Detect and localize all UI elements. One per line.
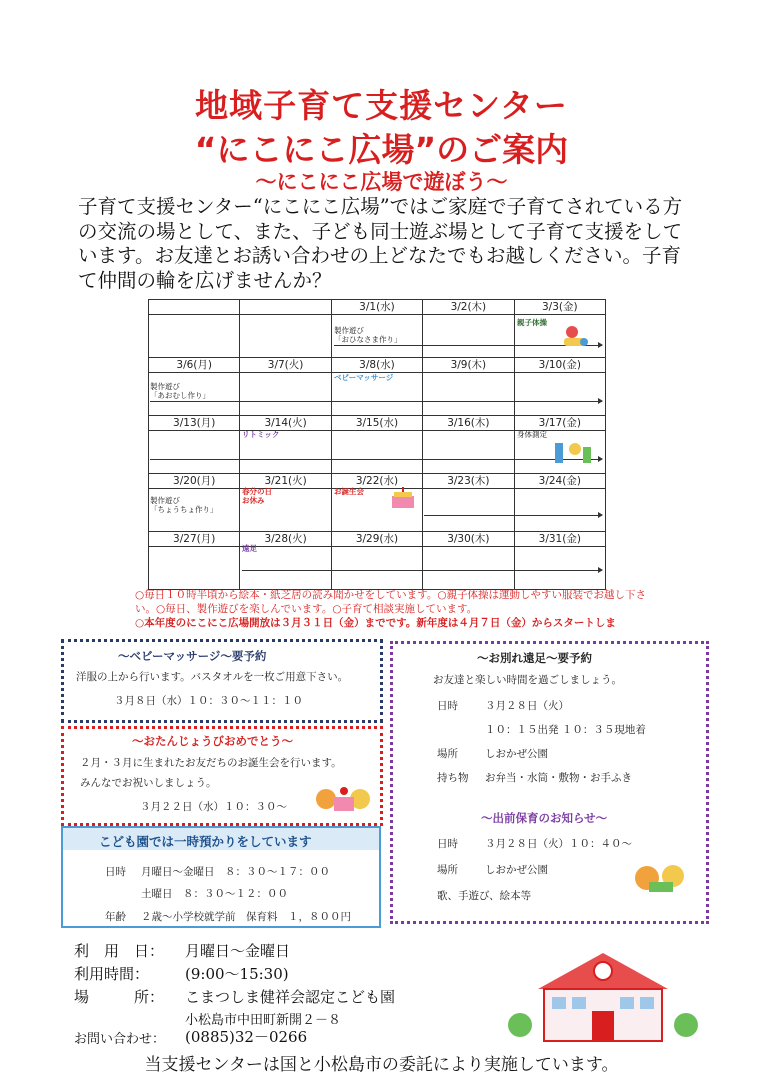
temp-care-weekday: 月曜日～金曜日 ８：３０～１７：００ xyxy=(141,866,330,878)
temp-care-time-label: 日時 xyxy=(105,866,126,878)
event-holiday: 春分の日 お休み xyxy=(242,487,272,505)
calendar-day-cell xyxy=(240,358,331,416)
temp-care-saturday: 土曜日 ８：３０～１２：００ xyxy=(141,888,288,900)
farewell-place: しおかぜ公園 xyxy=(485,748,548,760)
baby-massage-heading: ～ベビーマッサージ～要予約 xyxy=(118,649,267,663)
farewell-date-label: 日時 xyxy=(437,700,458,712)
calendar-date-label xyxy=(149,300,239,315)
info-time-label: 利用時間： xyxy=(74,965,150,983)
delivery-place: しおかぜ公園 xyxy=(485,864,548,876)
bear-illustration-icon xyxy=(629,856,689,896)
calendar-date-label: 3/1(水) xyxy=(332,300,422,315)
calendar-date-label: 3/2(木) xyxy=(423,300,513,315)
event-ensoku: 遠足 xyxy=(242,544,257,553)
calendar-day-cell xyxy=(514,358,605,416)
delivery-date: ３月２８日（火）１０：４０～ xyxy=(485,838,632,850)
calendar-day-cell xyxy=(331,416,422,474)
farewell-heading: ～お別れ遠足～要予約 xyxy=(477,651,592,665)
calendar-day-cell xyxy=(149,300,240,358)
baby-massage-box xyxy=(61,639,383,723)
calendar-day-cell xyxy=(514,532,605,590)
note-line: ○毎日１０時半頃から絵本・紙芝居の読み聞かせをしています。○親子体操は運動しやすい服装でお越し下さい。○毎日、製作遊びを楽しんでいます。○子育て相談実施しています。 xyxy=(135,589,646,615)
calendar-date-label: 3/28(火) xyxy=(240,532,330,547)
temporary-care-box xyxy=(61,826,381,928)
calendar-date-label: 3/24(金) xyxy=(515,474,605,489)
info-place-value: こまつしま健祥会認定こども園 xyxy=(185,988,396,1006)
calendar-date-label: 3/27(月) xyxy=(149,532,239,547)
calendar-date-label: 3/8(水) xyxy=(332,358,422,373)
event-craft-hina: 製作遊び 「おひなさま作り」 xyxy=(334,326,402,344)
farewell-place-label: 場所 xyxy=(437,748,458,760)
farewell-items: お弁当・水筒・敷物・お手ふき xyxy=(485,772,632,784)
calendar-day-cell xyxy=(514,474,605,532)
info-time-value: (9:00～15:30) xyxy=(185,965,289,983)
calendar-date-label: 3/7(火) xyxy=(240,358,330,373)
info-contact-label: お問い合わせ： xyxy=(74,1032,166,1047)
calendar-date-label: 3/15(水) xyxy=(332,416,422,431)
birthday-date: ３月２２日（水）１０：３０～ xyxy=(140,801,287,813)
birthday-heading: ～おたんじょうびおめでとう～ xyxy=(132,734,293,748)
calendar-date-label: 3/6(月) xyxy=(149,358,239,373)
temp-care-age-label: 年齢 xyxy=(105,911,126,923)
arrow xyxy=(242,570,602,571)
calendar-date-label: 3/14(火) xyxy=(240,416,330,431)
delivery-date-label: 日時 xyxy=(437,838,458,850)
calendar-date-label: 3/31(金) xyxy=(515,532,605,547)
info-contact-value: (0885)32－0266 xyxy=(185,1028,308,1046)
info-place-label: 場 所： xyxy=(74,988,165,1006)
footer-note: 当支援センターは国と小松島市の委託により実施しています。 xyxy=(144,1055,619,1075)
page-title: 地域子育て支援センター xyxy=(195,86,568,125)
info-day-value: 月曜日～金曜日 xyxy=(185,942,291,960)
delivery-place-label: 場所 xyxy=(437,864,458,876)
calendar-date-label: 3/3(金) xyxy=(515,300,605,315)
delivery-content: 歌、手遊び、絵本等 xyxy=(437,890,532,902)
info-day-label: 利 用 日： xyxy=(74,942,165,960)
farewell-date: ３月２８日（火） xyxy=(485,700,569,712)
page-title-line2: “にこにこ広場”のご案内 xyxy=(194,130,569,169)
calendar-date-label: 3/22(水) xyxy=(332,474,422,489)
calendar xyxy=(148,299,606,585)
event-baby-massage: ベビーマッサージ xyxy=(334,373,394,382)
intro-text: 子育て支援センター“にこにこ広場”ではご家庭で子育てされている方の交流の場として、また、子ども同士遊ぶ場として子育て支援をしています。お友達とお誘い合わせの上どなたでもお越しください。子育て仲間の輪を広げませんか？ xyxy=(78,195,683,292)
calendar-date-label: 3/10(金) xyxy=(515,358,605,373)
birthday-desc: ２月・３月に生まれたお友だちのお誕生会を行います。 xyxy=(80,757,342,769)
baby-massage-date: ３月８日（水）１０：３０～１１：１０ xyxy=(114,695,303,707)
birthday-box xyxy=(61,726,383,826)
calendar-date-label: 3/20(月) xyxy=(149,474,239,489)
calendar-date-label: 3/16(木) xyxy=(423,416,513,431)
arrow xyxy=(150,401,602,402)
baby-massage-desc: 洋服の上から行います。バスタオルを一枚ご用意下さい。 xyxy=(76,671,349,683)
calendar-day-cell xyxy=(240,416,331,474)
calendar-day-cell xyxy=(240,532,331,590)
birthday-cake-icon xyxy=(388,486,418,510)
calendar-day-cell xyxy=(423,300,514,358)
event-birthday: お誕生会 xyxy=(334,487,364,496)
farewell-box xyxy=(390,641,709,924)
info-address: 小松島市中田町新開２－８ xyxy=(185,1013,342,1028)
calendar-week-row xyxy=(149,532,606,590)
birthday-party-illustration-icon xyxy=(314,777,374,817)
page-subtitle: ～にこにこ広場で遊ぼう～ xyxy=(255,170,508,194)
event-oyako-taiso: 親子体操 xyxy=(517,318,547,327)
birthday-desc2: みんなでお祝いしましょう。 xyxy=(80,777,217,789)
calendar-day-cell xyxy=(423,474,514,532)
calendar-date-label: 3/30(木) xyxy=(423,532,513,547)
calendar-date-label: 3/29(水) xyxy=(332,532,422,547)
calendar-date-label: 3/13(月) xyxy=(149,416,239,431)
calendar-day-cell xyxy=(423,416,514,474)
calendar-day-cell xyxy=(240,300,331,358)
calendar-day-cell xyxy=(423,532,514,590)
calendar-week-row xyxy=(149,416,606,474)
note-line: ○本年度のにこにこ広場開放は３月３１日（金）までです。新年度は４月７日（金）からスタートしま xyxy=(135,617,616,629)
farewell-desc: お友達と楽しい時間を過ごしましょう。 xyxy=(433,674,622,686)
arrow xyxy=(150,459,602,460)
calendar-date-label: 3/9(木) xyxy=(423,358,513,373)
calendar-day-cell xyxy=(149,532,240,590)
calendar-week-row xyxy=(149,358,606,416)
farewell-time: １０：１５出発 １０：３５現地着 xyxy=(485,724,646,736)
calendar-date-label xyxy=(240,300,330,315)
nursery-building-illustration-icon xyxy=(508,945,698,1045)
calendar-day-cell xyxy=(331,358,422,416)
event-craft-aomushi: 製作遊び 「あおむし作り」 xyxy=(150,382,210,400)
temporary-care-heading: こども園では一時預かりをしています xyxy=(99,834,312,849)
calendar-notes xyxy=(135,588,655,630)
calendar-date-label: 3/21(火) xyxy=(240,474,330,489)
farewell-items-label: 持ち物 xyxy=(437,772,469,784)
delivery-heading: ～出前保育のお知らせ～ xyxy=(481,811,608,825)
calendar-day-cell xyxy=(149,416,240,474)
temp-care-age: ２歳～小学校就学前 保育料 １，８００円 xyxy=(141,911,351,923)
calendar-day-cell xyxy=(331,532,422,590)
event-rhythmic: リトミック xyxy=(242,430,280,439)
calendar-date-label: 3/23(木) xyxy=(423,474,513,489)
event-body-measure: 身体測定 xyxy=(517,430,547,439)
exercise-illustration-icon xyxy=(558,324,592,350)
event-craft-chocho: 製作遊び 「ちょうちょ作り」 xyxy=(150,496,218,514)
arrow xyxy=(424,515,602,516)
calendar-date-label: 3/17(金) xyxy=(515,416,605,431)
calendar-day-cell xyxy=(423,358,514,416)
measure-illustration-icon xyxy=(553,439,593,465)
